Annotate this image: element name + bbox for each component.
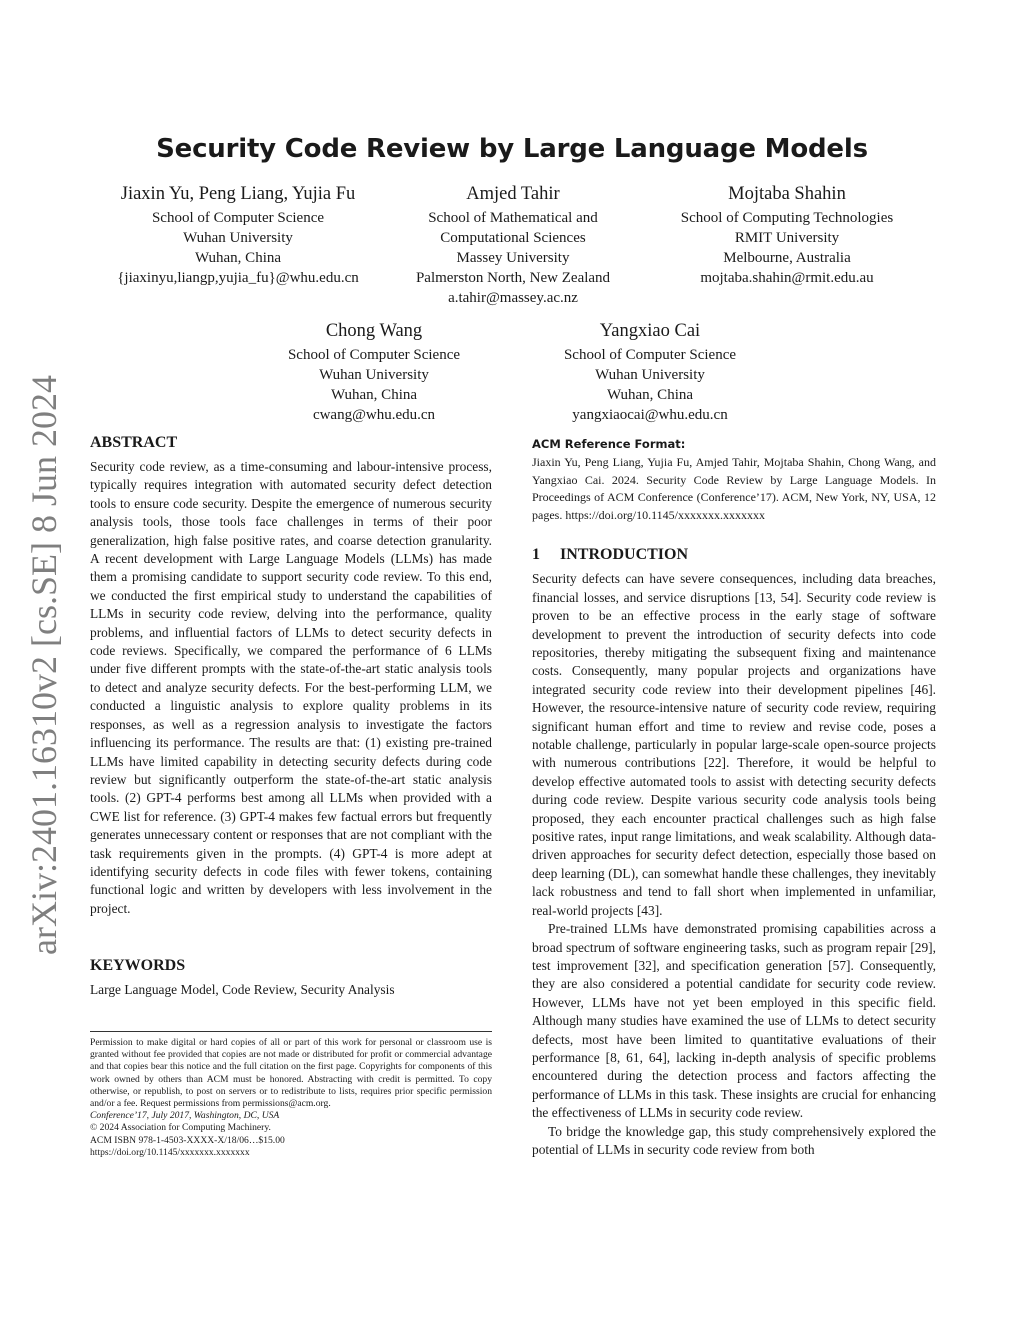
introduction-heading (532, 546, 936, 564)
author-name: Jiaxin Yu, Peng Liang, Yujia Fu (120, 184, 356, 204)
right-column (532, 437, 936, 1159)
isbn-line: ACM ISBN 978-1-4503-XXXX-X/18/06…$15.00 (90, 1134, 285, 1146)
author-affiliation: Computational Sciences (440, 230, 586, 246)
copyright-line: © 2024 Association for Computing Machinery. (90, 1122, 271, 1134)
paper-title: Security Code Review by Large Language Models (156, 134, 868, 164)
section-title: INTRODUCTION (560, 546, 689, 564)
author-name: Chong Wang (325, 321, 423, 341)
acm-reference-text: Jiaxin Yu, Peng Liang, Yujia Fu, Amjed Tahir, Mojtaba Shahin, Chong Wang, and Yangxiao Cai. 2024. Security Code Review by Large Language Models. In Proceedings of ACM Conference (Conference’17). ACM, New York, NY, USA, 12 pages. https://doi.org/10.1145/xxxxxxx.xxxxxxx (532, 455, 936, 522)
author-affiliation: Melbourne, Australia (723, 250, 851, 266)
author-affiliation: Wuhan, China (194, 250, 282, 266)
author-block-1 (90, 182, 386, 288)
intro-paragraph-2: Pre-trained LLMs have demonstrated promising capabilities across a broad spectrum of software engineering tasks, such as program repair [29], test improvement [32], and specification generation [57]. Consequently, they are also considered a potential candidate for security code review. However, LLMs have not yet been employed in this specific field. Although many studies have examined the use of LLMs to detect security defects, most have been limited to quantitative evaluations of their performance [8, 61, 64], lacking in-depth analysis of specific problems encountered during the detection process and factors affecting the performance of LLMs in this task. These insights are crucial for enhancing the effectiveness of LLMs in security code review. (532, 921, 936, 1121)
author-email: a.tahir@massey.ac.nz (448, 290, 578, 306)
author-affiliation: Wuhan, China (606, 387, 694, 403)
author-affiliation: Palmerston North, New Zealand (415, 270, 611, 286)
author-affiliation: Massey University (456, 250, 570, 266)
keywords-section (90, 957, 492, 999)
section-number: 1 (532, 546, 540, 564)
author-affiliation: School of Computer Science (287, 347, 461, 363)
author-block-2 (382, 182, 644, 308)
intro-paragraph-3: To bridge the knowledge gap, this study comprehensively explored the potential of LLMs in security code review from both (532, 1123, 936, 1157)
author-name: Mojtaba Shahin (728, 184, 846, 204)
author-email: {jiaxinyu,liangp,yujia_fu}@whu.edu.cn (117, 270, 359, 286)
author-affiliation: School of Computing Technologies (680, 210, 894, 226)
author-affiliation: Wuhan University (183, 230, 293, 246)
acm-reference (532, 437, 936, 524)
permission-text: Permission to make digital or hard copies of all or part of this work for personal or classroom use is granted without fee provided that copies are not made or distributed for profit or commercial advantage and that copies bear this notice and the full citation on the first page. Copyrights for components of this work owned by others than ACM must be honored. Abstracting with credit is permitted. To copy otherwise, or republish, to post on servers or to redistribute to lists, requires prior specific permission and/or a fee. Request permissions from permissions@acm.org. (90, 1037, 492, 1110)
abstract-text: Security code review, as a time-consuming and labour-intensive process, typically requires integration with automated security defect detection tools to ensure code security. Despite the emergence of numerous security analysis tools, those tools face challenges in terms of their poor generalization, high false positive rates, and coarse detection granularity. A recent development with Large Language Models (LLMs) has made them a promising candidate to support security code review. To this end, we conducted the first empirical study to understand the capabilities of LLMs in security code review, delving into the performance, quality problems, and influential factors of LLMs to detect security defects in code reviews. Specifically, we compared the performance of 6 LLMs under five different prompts with the state-of-the-art static analysis tools to detect and analyze security defects. For the best-performing LLM, we conducted a linguistic analysis to explore quality problems in its responses, as well as a regression analysis to investigate the factors influencing its performance. The results are that: (1) existing pre-trained LLMs have limited capability in detecting security defects during code review but significantly outperform the state-of-the-art static analysis tools. (2) GPT-4 performs best among all LLMs when provided with a CWE list for reference. (3) GPT-4 makes few factual errors but frequently generates unnecessary content or responses that are not compliant with the task requirements given in the prompts. (4) GPT-4 is more adept at identifying security defects in code files with fewer tokens, containing functional logic and written by developers with less involvement in the project. (90, 459, 492, 916)
author-affiliation: Wuhan University (595, 367, 705, 383)
author-email: cwang@whu.edu.cn (312, 407, 436, 423)
author-affiliation: Wuhan University (319, 367, 429, 383)
author-name: Yangxiao Cai (599, 321, 701, 341)
arxiv-stamp-text: arXiv:2401.16310v2 [cs.SE] 8 Jun 2024 (24, 375, 64, 955)
arxiv-stamp (14, 370, 74, 960)
acm-reference-heading: ACM Reference Format: (532, 437, 686, 451)
author-name: Amjed Tahir (466, 184, 560, 204)
introduction-body (532, 570, 936, 1159)
author-email: yangxiaocai@whu.edu.cn (572, 407, 728, 423)
doi-line: https://doi.org/10.1145/xxxxxxx.xxxxxxx (90, 1146, 250, 1158)
abstract-section (90, 434, 492, 918)
keywords-text: Large Language Model, Code Review, Security Analysis (90, 982, 395, 997)
author-affiliation: Wuhan, China (330, 387, 418, 403)
author-affiliation: RMIT University (734, 230, 840, 246)
abstract-heading: ABSTRACT (90, 434, 178, 451)
author-email: mojtaba.shahin@rmit.edu.au (700, 270, 874, 286)
permission-footnote (90, 1031, 492, 1159)
author-block-5 (530, 319, 770, 425)
author-affiliation: School of Computer Science (563, 347, 737, 363)
author-affiliation: School of Mathematical and (428, 210, 598, 226)
author-affiliation: School of Computer Science (151, 210, 325, 226)
author-block-4 (254, 319, 494, 425)
conference-line: Conference’17, July 2017, Washington, DC, USA (90, 1110, 280, 1122)
author-block-3 (652, 182, 922, 288)
intro-paragraph-1: Security defects can have severe consequences, including data breaches, financial losses, and service disruptions [13, 54]. Security code review is proven to be an effective process in the early stage of software development to prevent the introduction of security defects into code repositories, thereby mitigating the subsequent fixing and maintenance costs. Consequently, many popular projects and organizations have integrated security code review into their development pipelines [46]. However, the resource-intensive nature of security code review, requiring significant human effort and time to review and revise code, poses a notable challenge, particularly in popular large-scale open-source projects with numerous contributions [22]. Therefore, it would be helpful to develop effective automated tools to assist with detecting security defects during code review. Despite various security code analysis tools being proposed, they each encounter practical challenges such as high false positive rates, input range limitations, and weak scalability. Although data-driven approaches for security defect detection, especially those based on deep learning (DL), can somewhat handle these challenges, they inevitably lack robustness and tend to fall short when implemented in unfamiliar, real-world projects [43]. (532, 571, 936, 918)
keywords-heading: KEYWORDS (90, 957, 186, 974)
